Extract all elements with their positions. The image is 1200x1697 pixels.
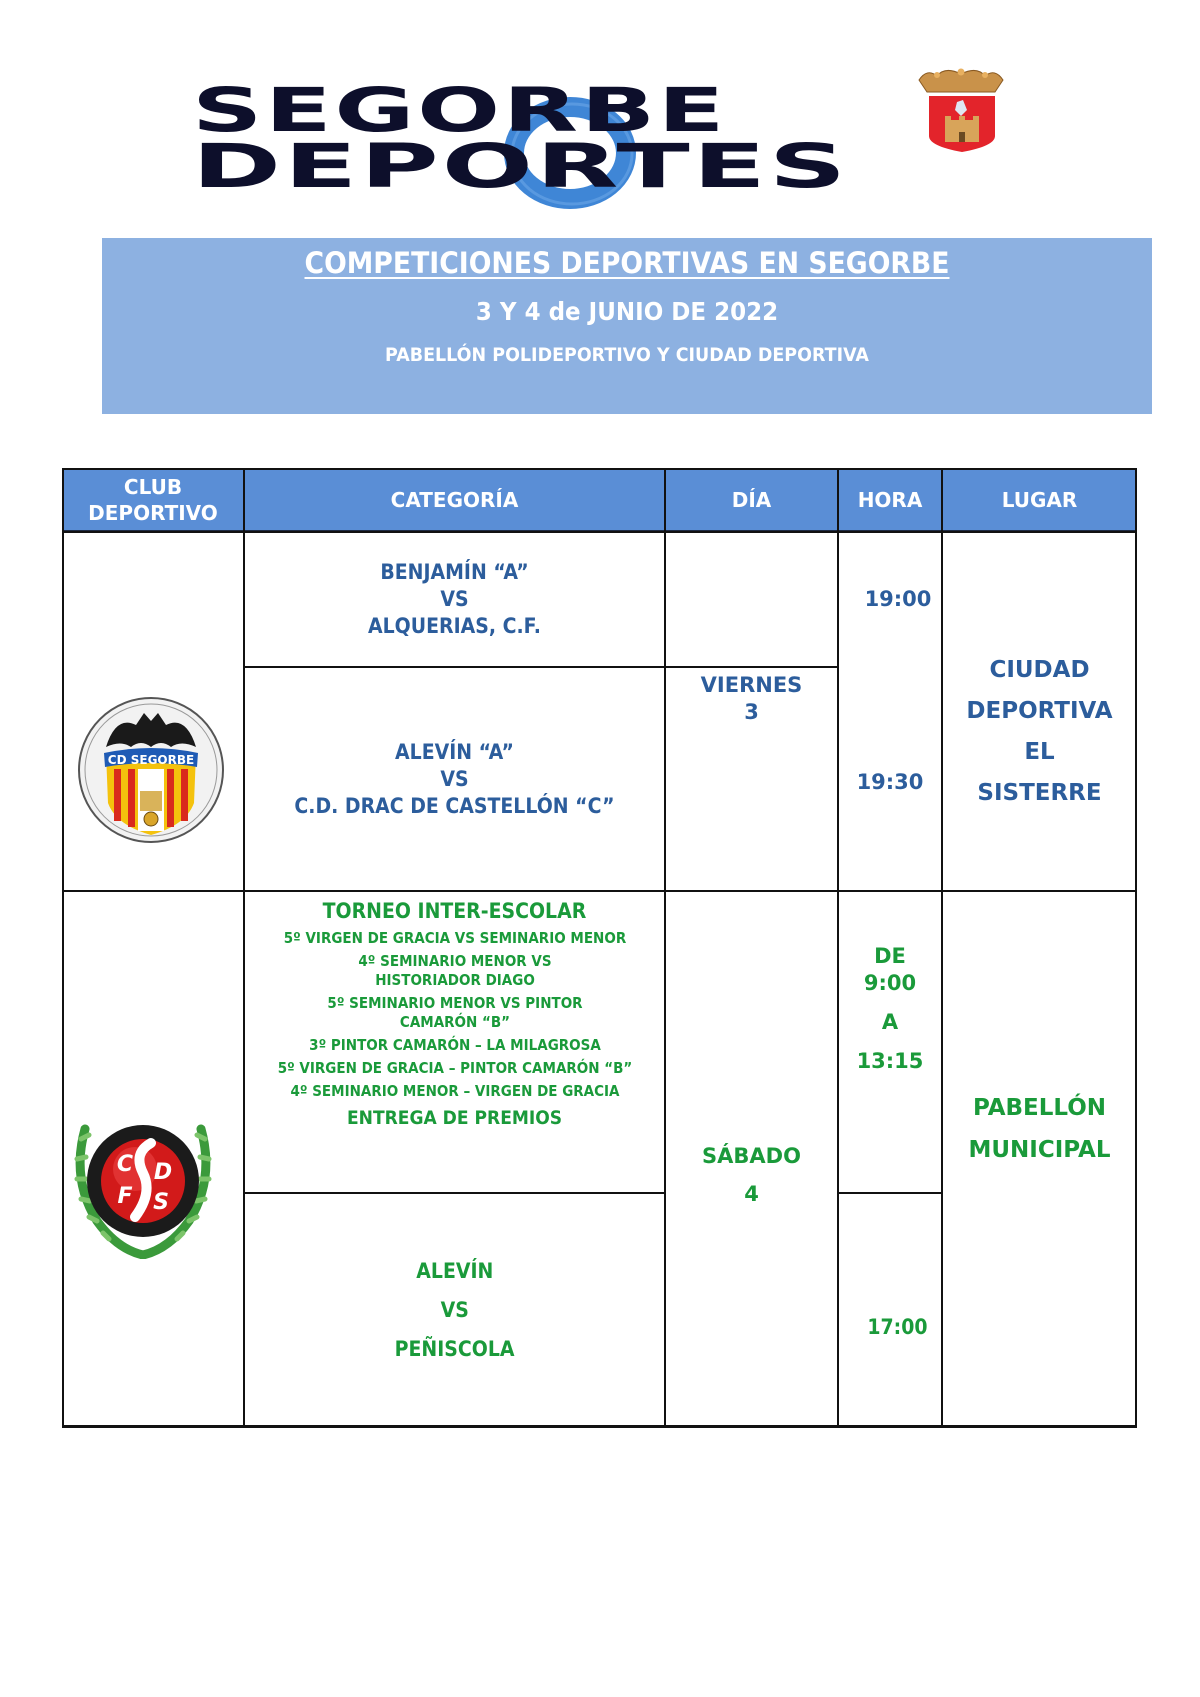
tournament-match: 4º SEMINARIO MENOR – VIRGEN DE GRACIA: [289, 1082, 620, 1100]
team-home: ALEVÍN “A”: [395, 739, 514, 764]
column-divider: [941, 468, 943, 1428]
cd-segorbe-logo: [76, 695, 226, 845]
schedule-table: [62, 468, 1137, 1428]
day-number: 4: [744, 1182, 759, 1206]
segorbe-deportes-logo: [180, 60, 1040, 210]
cdfs-segorbe-crest-icon: [67, 1109, 219, 1259]
column-header-category-label: CATEGORÍA: [390, 488, 519, 512]
table-border: [62, 468, 1137, 470]
place-line: MUNICIPAL: [968, 1137, 1111, 1163]
time-value: 17:00: [866, 1315, 928, 1339]
match-place: [942, 532, 1137, 891]
column-header-club: [62, 468, 244, 532]
time-end: 13:15: [856, 1049, 924, 1073]
banner-date: 3 Y 4 de JUNIO DE 2022: [475, 297, 779, 326]
logo-text-deportes: DEPORTES: [192, 131, 850, 202]
column-header-category: [244, 468, 665, 532]
day-name: VIERNES: [700, 673, 803, 697]
time-value: 19:30: [856, 770, 924, 794]
match-category: [265, 532, 644, 667]
cdfs-letter: S: [153, 1190, 169, 1215]
match-day: [665, 891, 838, 1428]
column-divider: [243, 468, 245, 1428]
team-away: ALQUERIAS, C.F.: [368, 614, 541, 638]
tournament-match: 5º VIRGEN DE GRACIA VS SEMINARIO MENOR: [283, 929, 626, 947]
match-time: [838, 667, 942, 891]
row-divider: [837, 1192, 943, 1194]
table-border: [62, 1425, 1137, 1428]
time-start: 9:00: [863, 971, 917, 995]
row-divider: [62, 890, 1137, 892]
column-header-day-label: DÍA: [731, 488, 772, 512]
row-divider: [62, 531, 1137, 533]
column-header-place-label: LUGAR: [1001, 488, 1078, 512]
team-home: BENJAMÍN “A”: [380, 560, 529, 584]
title-banner: [102, 238, 1152, 414]
match-day: [665, 532, 838, 891]
day-name: SÁBADO: [702, 1144, 801, 1168]
column-header-day: [665, 468, 838, 532]
day-number: 3: [744, 700, 759, 724]
logo-text-segorbe: SEGORBE: [192, 75, 728, 146]
column-divider: [664, 468, 666, 1428]
place-line: DEPORTIVA: [966, 698, 1113, 724]
time-value: 19:00: [864, 587, 932, 611]
row-divider: [243, 666, 839, 668]
place-line: EL: [1024, 739, 1055, 765]
row-divider: [243, 1192, 666, 1194]
awards-ceremony: ENTREGA DE PREMIOS: [346, 1107, 563, 1129]
tournament-match-list: [275, 925, 635, 1105]
cdfs-letter: D: [153, 1160, 173, 1185]
tournament-time: [838, 891, 942, 1193]
table-border: [62, 468, 64, 1428]
tournament-match: 3º PINTOR CAMARÓN – LA MILAGROSA: [308, 1036, 601, 1054]
match-category: [265, 667, 644, 891]
cdfs-segorbe-logo: [67, 1109, 219, 1259]
match-time: [838, 532, 942, 667]
team-away: PEÑISCOLA: [394, 1337, 515, 1361]
column-header-time: [838, 468, 942, 532]
tournament-cell: [244, 891, 665, 1193]
match-time: [838, 1193, 942, 1428]
cdfs-letter: F: [117, 1184, 133, 1209]
column-divider: [837, 468, 839, 1428]
match-category: [244, 1193, 665, 1428]
tournament-match: 4º SEMINARIO MENOR VS HISTORIADOR DIAGO: [357, 952, 552, 989]
segorbe-coat-of-arms-icon: [915, 66, 1007, 154]
tournament-match: 5º SEMINARIO MENOR VS PINTOR CAMARÓN “B”: [326, 994, 583, 1031]
cdfs-letter: C: [116, 1152, 134, 1177]
tournament-match: 5º VIRGEN DE GRACIA – PINTOR CAMARÓN “B”: [277, 1059, 632, 1077]
versus-label: VS: [440, 1298, 469, 1322]
place-line: CIUDAD: [989, 657, 1090, 683]
team-home: ALEVÍN: [415, 1259, 494, 1283]
versus-label: VS: [440, 766, 469, 791]
banner-venue: PABELLÓN POLIDEPORTIVO Y CIUDAD DEPORTIVA: [385, 344, 869, 366]
place-line: PABELLÓN: [972, 1095, 1107, 1121]
cd-segorbe-logo-text: CD SEGORBE: [107, 753, 195, 767]
column-header-club-line2: DEPORTIVO: [88, 501, 218, 525]
cd-segorbe-crest-icon: [76, 695, 226, 845]
time-to-label: A: [881, 1010, 899, 1034]
tournament-title: TORNEO INTER-ESCOLAR: [322, 899, 587, 923]
column-header-club-line1: CLUB: [123, 475, 183, 499]
team-away: C.D. DRAC DE CASTELLÓN “C”: [294, 793, 615, 818]
table-border: [1135, 468, 1137, 1428]
time-from-label: DE: [874, 944, 906, 968]
column-header-place: [942, 468, 1137, 532]
banner-title: COMPETICIONES DEPORTIVAS EN SEGORBE: [304, 246, 950, 280]
versus-label: VS: [440, 587, 469, 611]
column-header-time-label: HORA: [857, 488, 923, 512]
match-place: [942, 891, 1137, 1428]
place-line: SISTERRE: [977, 780, 1102, 806]
